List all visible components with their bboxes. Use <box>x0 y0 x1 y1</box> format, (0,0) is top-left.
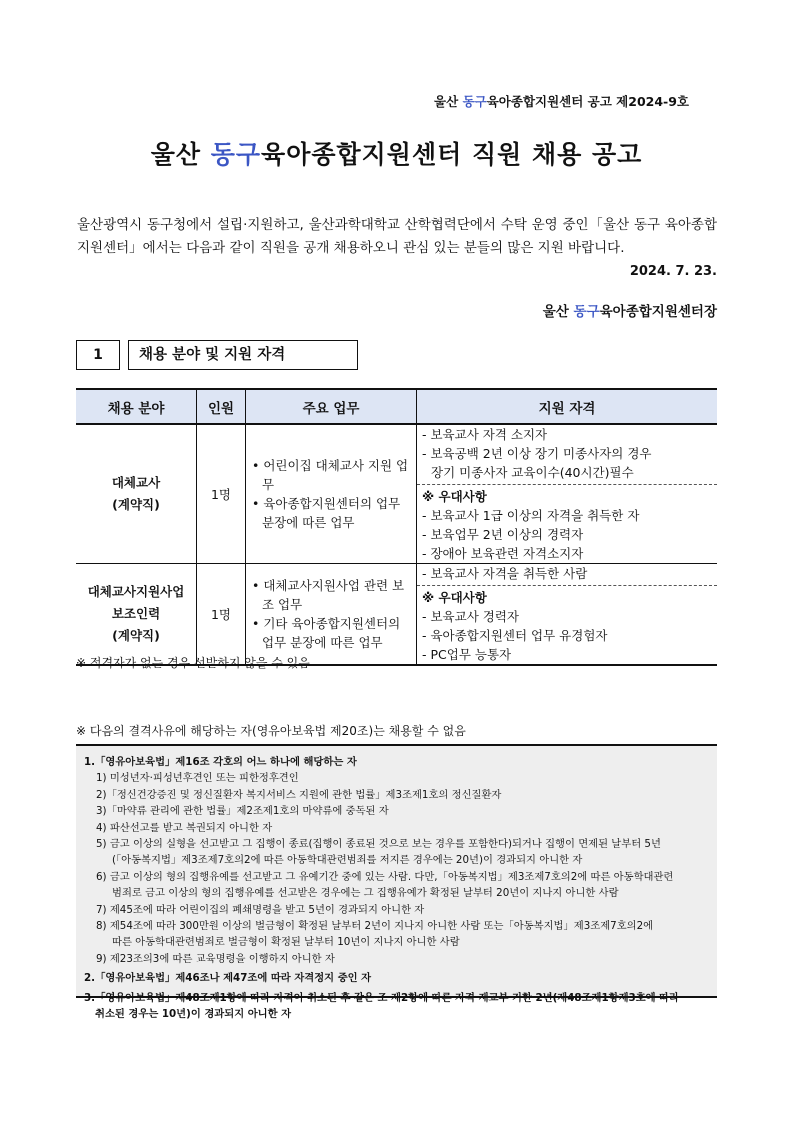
field-name: 대체교사지원사업 <box>87 584 185 599</box>
signer: 울산 동구육아종합지원센터장 <box>542 304 717 320</box>
field-type: (계약직) <box>112 497 160 512</box>
table-header-row <box>76 389 717 424</box>
duty-item: • 기타 육아종합지원센터의 업무 분장에 따른 업무 <box>252 614 412 652</box>
field-name: 대체교사 <box>111 475 161 490</box>
preferred-item: - 보육교사 1급 이상의 자격을 취득한 자 <box>422 508 640 523</box>
disq-heading-3-cont: 취소된 경우는 10년)이 경과되지 아니한 자 <box>95 1008 292 1021</box>
duty-item: • 어린이집 대체교사 지원 업무 <box>252 456 412 494</box>
section-title: 채용 분야 및 지원 자격 <box>128 340 358 370</box>
count-cell: 1명 <box>197 424 246 564</box>
list-item: 4) 파산선고를 받고 복권되지 아니한 자 <box>96 821 273 834</box>
list-item: 6) 금고 이상의 형의 집행유예를 선고받고 그 유예기간 중에 있는 사람. 다만,「아동복지법」제3조제7호의2에 따른 아동학대관련 <box>96 870 674 883</box>
list-item: 8) 제54조에 따라 300만원 이상의 벌금형이 확정된 날부터 2년이 지나지 아니한 사람 또는「아동복지법」제3조제7호의2에 <box>96 920 654 933</box>
preferred-item: - PC업무 능통자 <box>422 647 512 662</box>
table-row <box>76 424 717 564</box>
preferred-item: - 보육업무 2년 이상의 경력자 <box>422 527 584 542</box>
list-item: 9) 제23조의3에 따른 교육명령을 이행하지 아니한 자 <box>96 952 335 965</box>
header-field: 채용 분야 <box>76 389 197 424</box>
disqualification-box <box>76 744 717 1021</box>
header-count: 인원 <box>197 389 246 424</box>
list-item: 3)「마약류 관리에 관한 법률」제2조제1호의 마약류에 중독된 자 <box>96 805 389 818</box>
header-qualification: 지원 자격 <box>417 389 718 424</box>
duty-cell <box>246 564 417 666</box>
duty-item: • 대체교사지원사업 관련 보조 업무 <box>252 576 412 614</box>
qualification-cell <box>417 424 718 564</box>
intro-paragraph: 울산광역시 동구청에서 설립·지원하고, 울산과학대학교 산학협력단에서 수탁 운영 중인「울산 동구 육아종합지원센터」에서는 다음과 같이 직원을 공개 채용하오니 관심 있는 분들의 많은 지원 바랍니다. <box>77 217 717 256</box>
field-name-2: 보조인력 <box>111 606 161 621</box>
preferred-title: ※ 우대사항 <box>417 484 717 506</box>
disqualification-note: ※ 다음의 결격사유에 해당하는 자(영유아보육법 제20조)는 채용할 수 없음 <box>76 724 466 738</box>
list-item: 범죄로 금고 이상의 형의 집행유예를 선고받은 경우에는 그 집행유예가 확정된 날부터 20년이 지나지 아니한 사람 <box>112 887 619 900</box>
notice-number: 울산 동구육아종합지원센터 공고 제2024-9호 <box>434 94 689 109</box>
preferred-item: - 육아종합지원센터 업무 유경험자 <box>422 628 608 643</box>
title-accent: 동구 <box>210 140 262 169</box>
list-item: 따른 아동학대관련범죄로 벌금형이 확정된 날부터 10년이 지나지 아니한 사람 <box>112 936 460 949</box>
list-item: 7) 제45조에 따라 어린이집의 폐쇄명령을 받고 5년이 경과되지 아니한 자 <box>96 903 425 916</box>
preferred-item: - 보육교사 경력자 <box>422 609 519 624</box>
list-item: (「아동복지법」제3조제7호의2에 따른 아동학대관련범죄를 저지른 경우에는 20년)이 경과되지 아니한 자 <box>112 854 583 867</box>
duty-item: • 육아종합지원센터의 업무분장에 따른 업무 <box>252 494 412 532</box>
preferred-title: ※ 우대사항 <box>417 585 717 607</box>
preferred-item: - 장애아 보육관련 자격소지자 <box>422 546 584 561</box>
qual-item: - 보육교사 자격을 취득한 사람 <box>422 566 588 581</box>
qualification-cell <box>417 564 718 666</box>
table-row <box>76 564 717 666</box>
qual-item: 장기 미종사자 교육이수(40시간)필수 <box>431 465 634 480</box>
recruitment-table <box>76 388 717 666</box>
announcement-date: 2024. 7. 23. <box>629 264 717 279</box>
count-cell: 1명 <box>197 564 246 666</box>
list-item: 1) 미성년자·피성년후견인 또는 피한정후견인 <box>96 772 299 785</box>
section-number: 1 <box>76 340 120 370</box>
list-item: 5) 금고 이상의 실형을 선고받고 그 집행이 종료(집행이 종료된 것으로 보는 경우를 포함한다)되거나 집행이 면제된 날부터 5년 <box>96 838 661 851</box>
notice-accent: 동구 <box>462 94 487 109</box>
field-cell <box>76 424 197 564</box>
disq-heading-1: 1.「영유아보육법」제16조 각호의 어느 하나에 해당하는 자 <box>84 756 357 768</box>
disq-heading-2: 2.「영유아보육법」제46조나 제47조에 따라 자격정지 중인 자 <box>84 972 372 985</box>
list-item: 2)「정신건강증진 및 정신질환자 복지서비스 지원에 관한 법률」제3조제1호의 정신질환자 <box>96 788 502 801</box>
selection-footnote: ※ 적격자가 없는 경우 선발하지 않을 수 있음 <box>76 656 310 670</box>
header-duty: 주요 업무 <box>246 389 417 424</box>
page-title: 울산 동구육아종합지원센터 직원 채용 공고 <box>150 140 643 169</box>
duty-cell <box>246 424 417 564</box>
signer-accent: 동구 <box>573 304 600 320</box>
disq-heading-3: 3.「영유아보육법」제48조제1항에 따라 자격이 취소된 후 같은 조 제2항에 따른 자격 재교부 기한 2년(제48조제1항제3호에 따라 <box>84 991 680 1004</box>
qual-item: - 보육공백 2년 이상 장기 미종사자의 경우 <box>422 446 652 461</box>
field-cell <box>76 564 197 666</box>
qual-item: - 보육교사 자격 소지자 <box>422 427 548 442</box>
field-type: (계약직) <box>112 628 160 643</box>
